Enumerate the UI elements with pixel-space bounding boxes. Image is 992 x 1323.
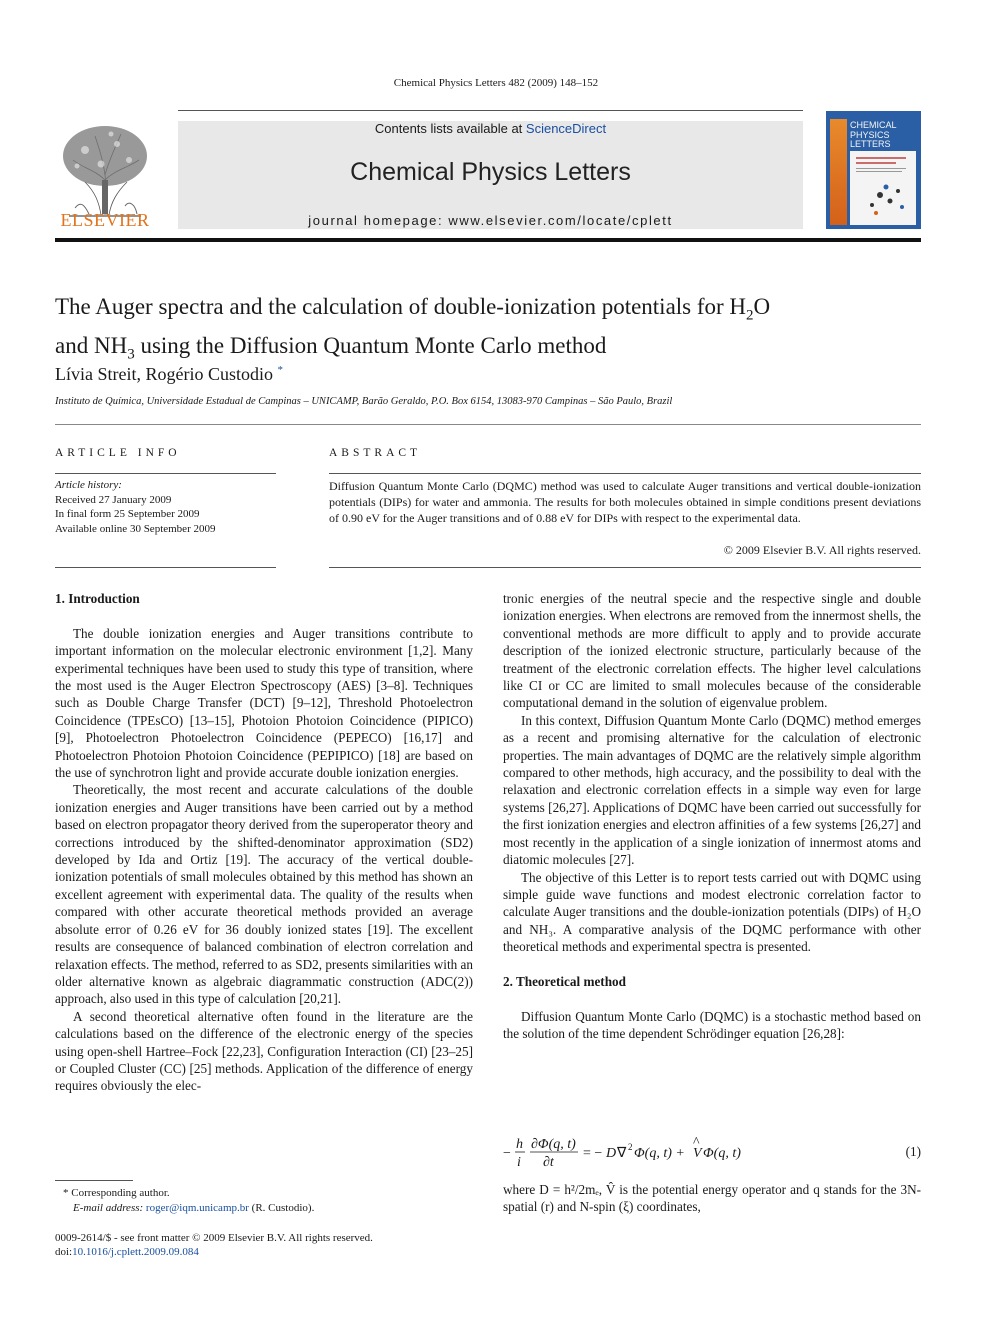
intro-paragraph-1: The double ionization energies and Auger transitions contribute to important information on the molecular electronic environment [1,2]. Many experimental techniques have been used to study this type of transition, where the most used is the Auger Electron Spectroscopy (AES) [3–8]. Techniques such as Double Charge Transfer (DCT) [9–12], Threshold Photoelectron Coincidence (TPEsCO) [13–15], Photoion Photoion Coincidence (PIPICO) [9], Photoelectron Photoelectron Coincidence (PEPECO) [16,17] and Photoelectron Photoion Photoion Coincidence (PEPIPICO) [18] are based on the use of synchrotron light and provide accurate double ionization energies. <box>55 625 473 781</box>
cover-illustration <box>850 151 916 225</box>
svg-text:D: D <box>606 1146 617 1161</box>
svg-text:Φ(q, t): Φ(q, t) <box>703 1146 741 1161</box>
doi-label: doi: <box>55 1246 73 1258</box>
svg-text:= −: = − <box>583 1146 603 1161</box>
svg-text:i: i <box>517 1155 521 1170</box>
email-suffix: (R. Custodio). <box>248 1201 315 1214</box>
svg-text:h: h <box>516 1137 523 1152</box>
svg-text:^: ^ <box>693 1135 700 1150</box>
affiliation-rule <box>55 424 921 425</box>
contents-availability <box>178 121 803 136</box>
intro-paragraph-5: In this context, Diffusion Quantum Monte Carlo (DQMC) method emerges as a recent and promising alternative for the calculation of electronic properties. The main advantages of DQMC are the relatively simple algorithm compared to other methods, high accuracy, and the possibility to deal with the relaxation and electronic correlation effects in a simple way even for large systems [26,27]. Applications of DQMC have been carried out successfully for the first ionization energies and electron affinities of a few systems [26,27] and most recently in the application of a single ionization of innermost atoms and diatomic molecules [27]. <box>503 712 921 868</box>
body-column-left <box>55 590 473 1095</box>
footnote-rule <box>55 1180 133 1181</box>
abstract-text: Diffusion Quantum Monte Carlo (DQMC) method was used to calculate Auger transitions and vertical double-ionization potentials (DIPs) for water and ammonia. The results for both molecules obtained in simple conditions present deviations of 0.90 eV for the Auger transitions and of 0.88 eV for DIPs with respect to the experimental data. <box>329 479 921 525</box>
svg-text:−: − <box>503 1146 511 1161</box>
journal-cover-thumbnail[interactable] <box>826 111 921 229</box>
sciencedirect-link[interactable]: ScienceDirect <box>525 121 607 136</box>
title-line-2-text: using the Diffusion Quantum Monte Carlo method <box>134 332 607 358</box>
intro-paragraph-3: A second theoretical alternative often found in the literature are the calculations based on the difference of the electronic energy of the species using open-shell Hartree–Fock [22,23], Configuration Interaction (CI) [23–25] or Coupled Cluster (CC) [25] methods. Application of the difference of energy requires obviously the elec- <box>55 1008 473 1094</box>
intro-paragraph-2: Theoretically, the most recent and accurate calculations of the double ionization energies and Auger transitions have been carried out by a method based on electron propagator theory derived from the superoperator theory and corrections introduced by the shifted-denominator approximation (SD2) developed by Ida and Ortiz [19]. The accuracy of the vertical double-ionization potentials of small molecules obtained by this method has shown an excellent agreement with experimental data. The quality of the results when compared with other accurate theoretical methods provided an average absolute error of 0.26 eV for 36 doubly ionized states [19]. The excellent results are consequence of balanced combination of electron correlation and relaxation effects. The method, referred to as SD2, presents similarities with an older alternative known as algebraic diagrammatic construction (ADC(2)) approach, also used in this type of calculation [20,21]. <box>55 782 473 1007</box>
cover-content-panel <box>850 151 916 225</box>
author-affiliation: Instituto de Química, Universidade Estadual de Campinas – UNICAMP, Barão Geraldo, P.O. Box 6154, 13083-970 Campinas – São Paulo, Brazil <box>55 396 673 407</box>
cover-title-line-2: PHYSICS <box>850 129 890 140</box>
elsevier-wordmark: ELSEVIER <box>60 210 150 230</box>
article-info-heading: ARTICLE INFO <box>55 447 181 459</box>
cover-title <box>850 121 897 150</box>
final-form-date: In final form 25 September 2009 <box>55 508 200 520</box>
doi-line <box>55 1245 473 1259</box>
publication-info <box>55 1231 473 1259</box>
corresponding-author-note: * Corresponding author. <box>63 1187 170 1199</box>
svg-text:∇: ∇ <box>617 1146 627 1161</box>
abstract-rule-top <box>329 473 921 474</box>
equation-1 <box>503 1134 921 1172</box>
svg-text:V: V <box>693 1146 702 1161</box>
title-line-2-start: and NH <box>55 332 128 358</box>
title-line-1-text: The Auger spectra and the calculation of double-ionization potentials for H <box>55 294 747 319</box>
article-info-rule-bottom <box>55 567 276 568</box>
intro-paragraph-6: The objective of this Letter is to report tests carried out with DQMC using simple guide wave functions and modest electronic correlation factor to calculate Auger transitions and the double-ionization potentials (DIPs) of H₂O and NH₃. A comparative analysis of the DQMC performance with other theoretical methods and experimental spectra is presented. <box>503 869 921 955</box>
history-label: Article history: <box>55 479 122 491</box>
author-list <box>55 364 283 385</box>
online-date: Available online 30 September 2009 <box>55 522 216 535</box>
corresponding-author-marker[interactable]: * <box>277 364 283 376</box>
email-label: E-mail address: <box>73 1201 146 1214</box>
svg-text:Φ(q, t) +: Φ(q, t) + <box>634 1146 685 1161</box>
title-subscript-3: 3 <box>127 346 135 363</box>
equation-description: where D = h²/2mₑ, V̂ is the potential energy operator and q stands for the 3N-spatial (r) and N-spin (ξ) coordinates, <box>503 1182 921 1215</box>
cover-orange-strip <box>830 119 847 225</box>
abstract-copyright: © 2009 Elsevier B.V. All rights reserved. <box>723 543 921 557</box>
title-subscript-2: 2 <box>746 307 754 324</box>
equation-number: (1) <box>905 1144 921 1159</box>
doi-link[interactable]: 10.1016/j.cplett.2009.09.084 <box>72 1246 199 1258</box>
article-history <box>55 478 276 536</box>
title-line-1-end: O <box>753 294 771 319</box>
contents-prefix: Contents lists available at <box>374 121 526 136</box>
header-top-rule <box>178 110 803 111</box>
author-names: Lívia Streit, Rogério Custodio <box>55 364 273 384</box>
journal-name: Chemical Physics Letters <box>350 158 631 186</box>
section-heading-introduction: 1. Introduction <box>55 591 140 606</box>
svg-text:∂t: ∂t <box>543 1155 554 1170</box>
article-title <box>55 292 935 369</box>
journal-reference: Chemical Physics Letters 482 (2009) 148–152 <box>393 77 599 89</box>
header-thick-rule <box>55 238 921 242</box>
journal-homepage[interactable]: journal homepage: www.elsevier.com/locate/cplett <box>308 213 673 228</box>
received-date: Received 27 January 2009 <box>55 493 172 506</box>
cover-title-line-1: CHEMICAL <box>850 120 897 130</box>
section-heading-theoretical-method: 2. Theoretical method <box>503 973 626 989</box>
article-info-rule-top <box>55 473 276 474</box>
body-column-right <box>503 590 921 1043</box>
method-paragraph-1: Diffusion Quantum Monte Carlo (DQMC) is a stochastic method based on the solution of the time dependent Schrödinger equation [26,28]: <box>503 1008 921 1042</box>
svg-text:∂Φ(q, t): ∂Φ(q, t) <box>531 1137 576 1152</box>
email-link[interactable]: roger@iqm.unicamp.br <box>145 1201 249 1214</box>
intro-paragraph-4: tronic energies of the neutral specie and the respective single and double ionization energies. When electrons are removed from the innermost shells, the conventional methods are more difficult to apply and to provide accurate description of the ionized electronic structure, particularly because of the treatment of the electronic correlation effects. The higher level calculations like CI or CC are limited to small molecules because of the considerable computational demand in the solution of eigenvalue problem. <box>503 591 921 711</box>
email-note <box>55 1201 473 1216</box>
abstract-heading: ABSTRACT <box>329 447 422 459</box>
cover-title-line-3: LETTERS <box>850 139 891 149</box>
abstract-rule-bottom <box>329 567 921 568</box>
issn-line: 0009-2614/$ - see front matter © 2009 Elsevier B.V. All rights reserved. <box>55 1232 373 1244</box>
svg-text:2: 2 <box>628 1142 633 1152</box>
footnotes <box>55 1186 473 1215</box>
